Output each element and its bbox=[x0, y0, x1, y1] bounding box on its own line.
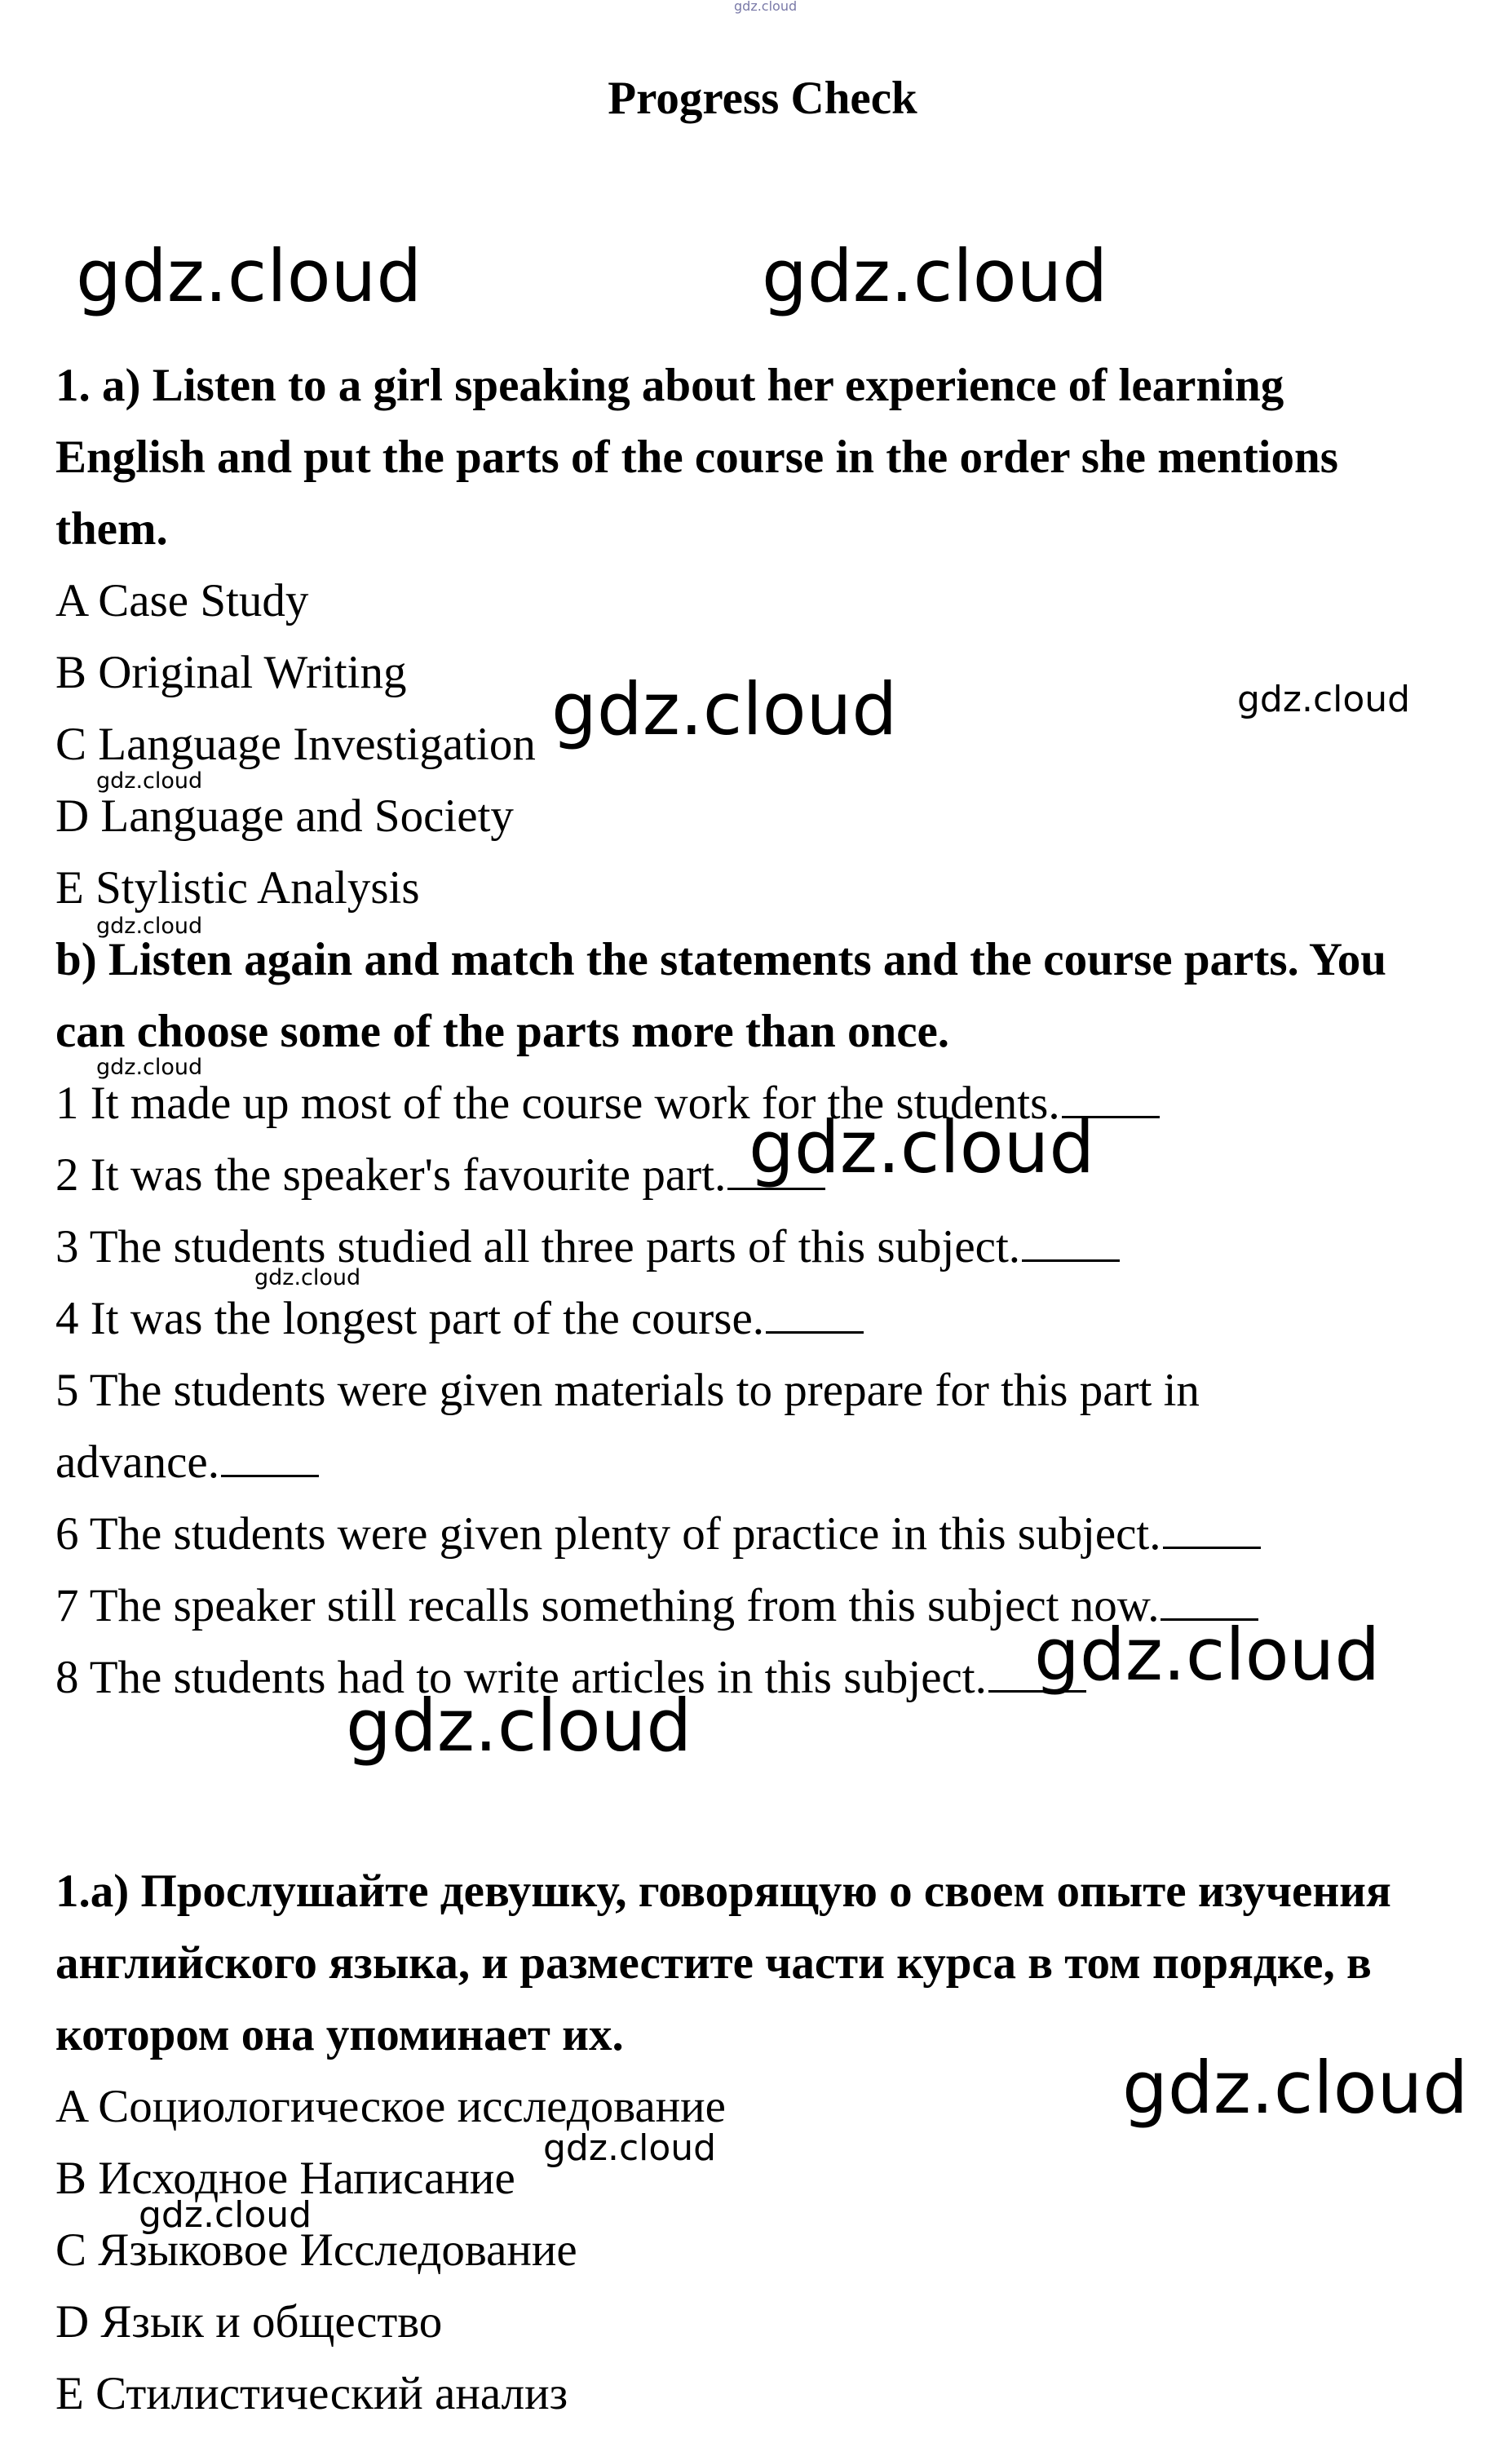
watermark: gdz.cloud bbox=[551, 667, 898, 751]
statement-4: 4 It was the longest part of the course. bbox=[55, 1295, 864, 1342]
answer-blank bbox=[1022, 1259, 1120, 1262]
statement-5: 5 The students were given materials to prepare for this part in bbox=[55, 1365, 1200, 1416]
statement-7: 7 The speaker still recalls something from this subject now. bbox=[55, 1582, 1258, 1629]
statement-8: 8 The students had to write articles in this subject. bbox=[55, 1654, 1086, 1701]
watermark: gdz.cloud bbox=[139, 2194, 312, 2236]
option-d: D Language and Society bbox=[55, 790, 514, 842]
task-1b-instruction-line: b) Listen again and match the statements and the course parts. You bbox=[55, 934, 1386, 985]
statement-5-continued: advance. bbox=[55, 1439, 319, 1485]
statement-3: 3 The students studied all three parts of this subject. bbox=[55, 1224, 1120, 1270]
answer-blank bbox=[221, 1475, 319, 1477]
option-b: B Original Writing bbox=[55, 647, 407, 698]
watermark: gdz.cloud bbox=[749, 1105, 1095, 1189]
task-1a-instruction-line: them. bbox=[55, 503, 168, 555]
translation-option-e: E Стилистический анализ bbox=[55, 2368, 568, 2419]
watermark: gdz.cloud bbox=[762, 234, 1108, 318]
translation-option-d: D Язык и общество bbox=[55, 2296, 443, 2348]
option-a: A Case Study bbox=[55, 575, 309, 626]
watermark: gdz.cloud bbox=[346, 1684, 692, 1768]
option-e: E Stylistic Analysis bbox=[55, 862, 420, 914]
watermark: gdz.cloud bbox=[76, 234, 422, 318]
watermark: gdz.cloud bbox=[96, 768, 203, 794]
translation-option-a: A Социологическое исследование bbox=[55, 2081, 726, 2132]
watermark: gdz.cloud bbox=[1034, 1613, 1381, 1697]
translation-option-c: C Языковое Исследование bbox=[55, 2224, 577, 2276]
task-1a-instruction-line: 1. a) Listen to a girl speaking about her experience of learning bbox=[55, 360, 1284, 411]
watermark: gdz.cloud bbox=[734, 0, 798, 14]
translation-instruction-line: котором она упоминает их. bbox=[55, 2009, 624, 2060]
answer-blank bbox=[766, 1331, 864, 1334]
answer-blank bbox=[1163, 1547, 1261, 1549]
statement-6: 6 The students were given plenty of practice in this subject. bbox=[55, 1511, 1261, 1557]
watermark: gdz.cloud bbox=[543, 2127, 717, 2169]
translation-instruction-line: 1.а) Прослушайте девушку, говорящую о своем опыте изучения bbox=[55, 1865, 1391, 1917]
task-1a-instruction-line: English and put the parts of the course in the order she mentions bbox=[55, 432, 1338, 483]
statement-2: 2 It was the speaker's favourite part. bbox=[55, 1152, 825, 1198]
option-c: C Language Investigation bbox=[55, 719, 536, 770]
watermark: gdz.cloud bbox=[96, 914, 203, 939]
watermark: gdz.cloud bbox=[1122, 2046, 1469, 2130]
task-1b-instruction-line: can choose some of the parts more than once. bbox=[55, 1006, 950, 1057]
page-title: Progress Check bbox=[608, 73, 917, 124]
translation-instruction-line: английского языка, и разместите части курса в том порядке, в bbox=[55, 1937, 1372, 1989]
watermark: gdz.cloud bbox=[96, 1055, 203, 1080]
watermark: gdz.cloud bbox=[1237, 679, 1411, 720]
watermark: gdz.cloud bbox=[254, 1265, 361, 1290]
translation-option-b: B Исходное Написание bbox=[55, 2153, 515, 2204]
statement-1: 1 It made up most of the course work for the students. bbox=[55, 1080, 1160, 1126]
